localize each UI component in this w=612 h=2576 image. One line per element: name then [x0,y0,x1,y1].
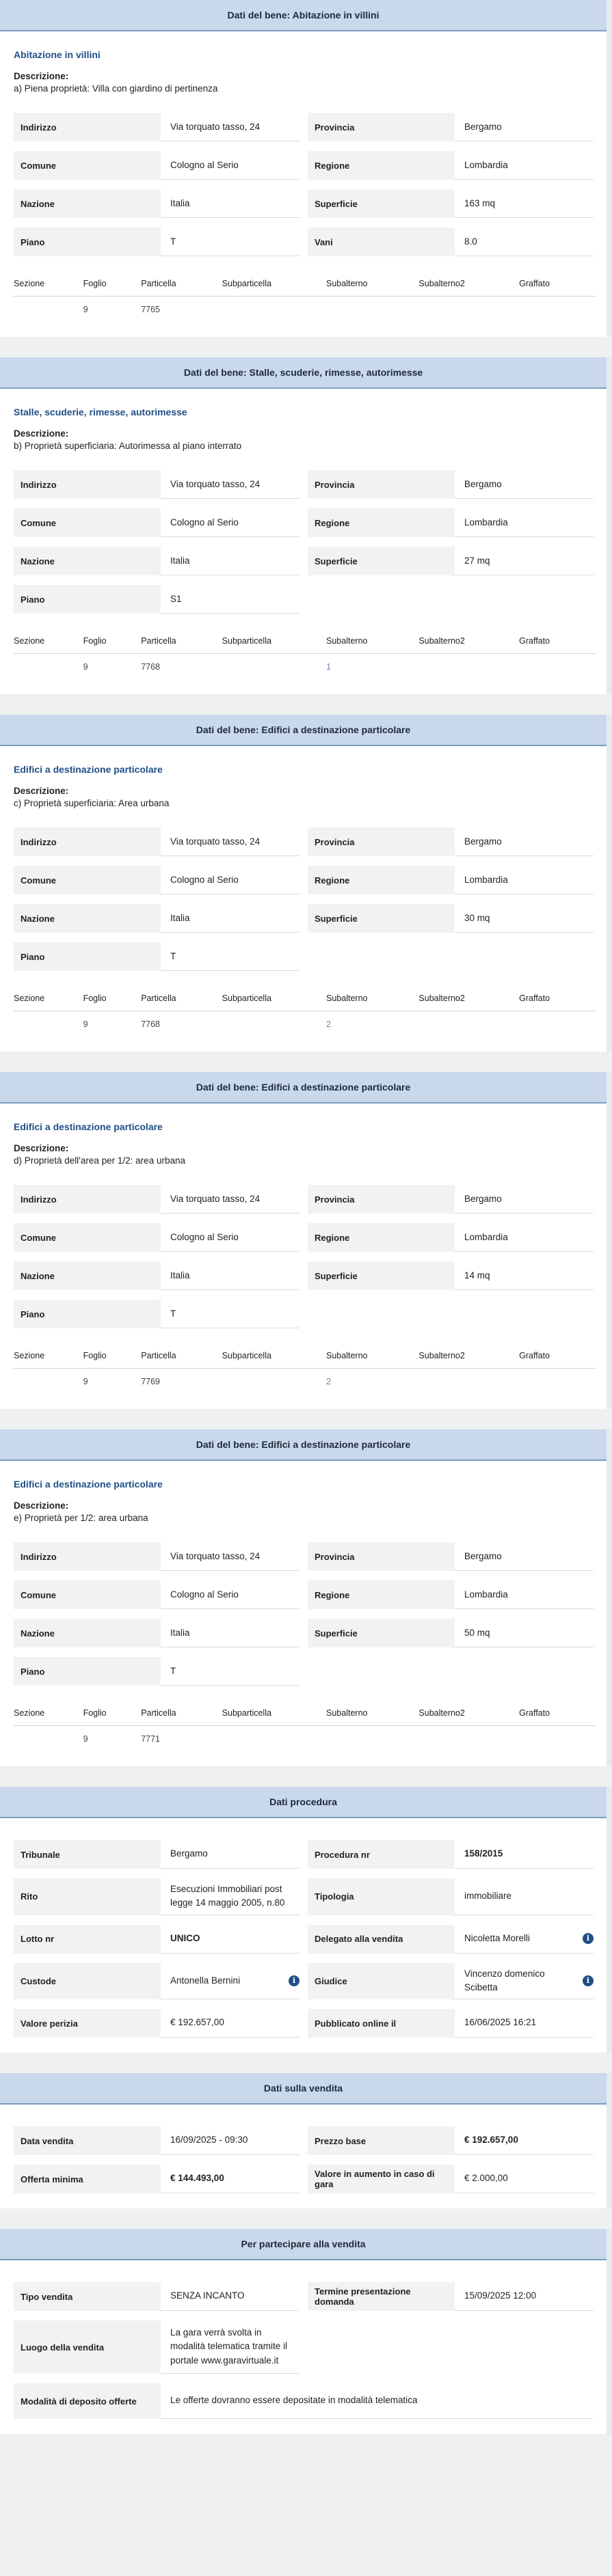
valore-value: € 192.657,00 [161,2009,300,2038]
column-header-foglio: Foglio [83,271,142,296]
custode-cell [161,1963,300,2000]
cell-subalterno: 1 [326,662,331,672]
luogo-label: Luogo della vendita [14,2320,161,2374]
column-header-graffato: Graffato [519,1343,596,1368]
bene-category-link[interactable]: Stalle, scuderie, rimesse, autorimesse [14,407,187,417]
column-header-graffato: Graffato [519,986,596,1011]
superficie-label: Superficie [308,547,455,575]
cell-subparticella [222,1368,326,1395]
cell-subparticella [222,1011,326,1038]
delegato-cell [455,1925,594,1954]
description-label: Descrizione: [14,428,69,439]
description-text: d) Proprietà dell'area per 1/2: area urbana [14,1155,185,1166]
vani-value: 8.0 [455,228,594,256]
aumento-label: Valore in aumento in caso di gara [308,2165,455,2193]
luogo-value: La gara verrà svolta in modalità telematica tramite il portale www.garavirtuale.it [161,2320,300,2374]
table-row [14,1368,596,1395]
vani-label: Vani [308,228,455,256]
valore-label: Valore perizia [14,2009,161,2038]
column-header-sezione: Sezione [14,1343,83,1368]
column-header-subparticella: Subparticella [222,1701,326,1725]
table-row [14,1011,596,1038]
nazione-label: Nazione [14,904,161,933]
data-vendita-value: 16/09/2025 - 09:30 [161,2126,300,2155]
piano-label: Piano [14,228,161,256]
section-header: Dati procedura [0,1787,607,1818]
cell-particella: 7768 [141,662,160,672]
cell-foglio: 9 [83,1377,88,1387]
bene-category-link[interactable]: Edifici a destinazione particolare [14,764,163,775]
cell-subalterno [326,296,418,323]
catasto-table [14,629,596,681]
cell-sezione [14,296,83,323]
column-header-sezione: Sezione [14,629,83,653]
description-label: Descrizione: [14,786,69,796]
column-header-subalterno2: Subalterno2 [418,629,519,653]
column-header-subparticella: Subparticella [222,629,326,653]
column-header-particella: Particella [141,1701,222,1725]
column-header-particella: Particella [141,1343,222,1368]
section-header: Per partecipare alla vendita [0,2229,607,2260]
comune-value: Cologno al Serio [161,508,300,537]
column-header-sezione: Sezione [14,986,83,1011]
section-header: Dati del bene: Edifici a destinazione particolare [0,1429,607,1461]
bene-section [0,715,612,1052]
column-header-sezione: Sezione [14,271,83,296]
indirizzo-value: Via torquato tasso, 24 [161,1542,300,1571]
info-icon[interactable]: i [289,1975,300,1986]
modalita-value: Le offerte dovranno essere depositate in modalità telematica [161,2383,594,2419]
section-gap [0,2434,612,2454]
cell-graffato [519,296,596,323]
superficie-label: Superficie [308,189,455,218]
cell-subalterno2 [418,1725,519,1753]
column-header-foglio: Foglio [83,1343,142,1368]
procedura-label: Procedura nr [308,1840,455,1869]
nazione-label: Nazione [14,1619,161,1647]
table-row [14,1725,596,1753]
column-header-graffato: Graffato [519,629,596,653]
regione-value: Lombardia [455,1580,594,1609]
delegato-label: Delegato alla vendita [308,1925,455,1954]
tipologia-label: Tipologia [308,1878,455,1915]
provincia-value: Bergamo [455,113,594,141]
column-header-subalterno: Subalterno [326,1701,418,1725]
cell-subalterno2 [418,653,519,681]
tribunale-label: Tribunale [14,1840,161,1869]
cell-subparticella [222,296,326,323]
column-header-graffato: Graffato [519,1701,596,1725]
indirizzo-value: Via torquato tasso, 24 [161,470,300,499]
column-header-subalterno2: Subalterno2 [418,1701,519,1725]
cell-foglio: 9 [83,305,88,315]
nazione-value: Italia [161,904,300,933]
description-text: e) Proprietà per 1/2: area urbana [14,1513,148,1523]
provincia-value: Bergamo [455,1185,594,1214]
column-header-subparticella: Subparticella [222,271,326,296]
section-header: Dati del bene: Edifici a destinazione particolare [0,1072,607,1104]
superficie-value: 163 mq [455,189,594,218]
regione-value: Lombardia [455,1223,594,1252]
comune-label: Comune [14,151,161,180]
comune-value: Cologno al Serio [161,151,300,180]
nazione-value: Italia [161,189,300,218]
piano-value: T [161,1300,300,1328]
regione-label: Regione [308,866,455,894]
provincia-label: Provincia [308,1185,455,1214]
bene-category-link[interactable]: Abitazione in villini [14,49,101,60]
lotto-label: Lotto nr [14,1925,161,1954]
comune-label: Comune [14,1580,161,1609]
provincia-label: Provincia [308,1542,455,1571]
section-header: Dati del bene: Edifici a destinazione particolare [0,715,607,746]
piano-value: T [161,1657,300,1686]
regione-label: Regione [308,508,455,537]
column-header-particella: Particella [141,271,222,296]
description-label: Descrizione: [14,1143,69,1153]
column-header-sezione: Sezione [14,1701,83,1725]
column-header-subalterno: Subalterno [326,986,418,1011]
cell-particella: 7771 [141,1734,160,1744]
aumento-value: € 2.000,00 [455,2165,594,2193]
cell-sezione [14,1011,83,1038]
indirizzo-value: Via torquato tasso, 24 [161,1185,300,1214]
bene-category-link[interactable]: Edifici a destinazione particolare [14,1121,163,1132]
column-header-subparticella: Subparticella [222,986,326,1011]
section-header: Dati sulla vendita [0,2073,607,2105]
pubblicato-value: 16/06/2025 16:21 [455,2009,594,2038]
cell-particella: 7769 [141,1377,160,1387]
section-gap [0,337,612,357]
indirizzo-label: Indirizzo [14,113,161,141]
indirizzo-label: Indirizzo [14,470,161,499]
indirizzo-label: Indirizzo [14,1542,161,1571]
description-label: Descrizione: [14,1501,69,1511]
termine-label: Termine presentazione domanda [308,2282,455,2311]
cell-foglio: 9 [83,1019,88,1030]
regione-value: Lombardia [455,866,594,894]
catasto-table [14,271,596,323]
piano-label: Piano [14,1657,161,1686]
custode-label: Custode [14,1963,161,2000]
indirizzo-value: Via torquato tasso, 24 [161,827,300,856]
bene-section [0,357,612,694]
cell-particella: 7765 [141,305,160,315]
giudice-label: Giudice [308,1963,455,2000]
bene-section [0,1429,612,1766]
piano-label: Piano [14,1300,161,1328]
cell-sezione [14,1368,83,1395]
column-header-subalterno: Subalterno [326,271,418,296]
description-text: b) Proprietà superficiaria: Autorimessa al piano interrato [14,441,242,451]
column-header-subalterno2: Subalterno2 [418,1343,519,1368]
provincia-value: Bergamo [455,1542,594,1571]
cell-graffato [519,1368,596,1395]
indirizzo-label: Indirizzo [14,827,161,856]
offerta-minima-value: € 144.493,00 [161,2165,300,2193]
column-header-subalterno: Subalterno [326,1343,418,1368]
pubblicato-label: Pubblicato online il [308,2009,455,2038]
bene-category-link[interactable]: Edifici a destinazione particolare [14,1479,163,1490]
prezzo-base-label: Prezzo base [308,2126,455,2155]
nazione-value: Italia [161,547,300,575]
regione-value: Lombardia [455,508,594,537]
cell-subparticella [222,653,326,681]
info-icon[interactable]: i [583,1933,594,1944]
comune-label: Comune [14,508,161,537]
procedura-section [0,1787,612,2053]
cell-graffato [519,1011,596,1038]
partecipare-section [0,2229,612,2434]
provincia-label: Provincia [308,470,455,499]
giudice-value: Vincenzo domenico Scibetta [464,1968,545,1992]
custode-value: Antonella Bernini [170,1975,241,1986]
tipo-vendita-value: SENZA INCANTO [161,2282,300,2311]
catasto-table [14,1701,596,1753]
column-header-subalterno2: Subalterno2 [418,986,519,1011]
cell-foglio: 9 [83,662,88,672]
cell-sezione [14,1725,83,1753]
cell-subparticella [222,1725,326,1753]
section-gap [0,2053,612,2073]
tipologia-value: immobiliare [455,1878,594,1915]
delegato-value: Nicoletta Morelli [464,1932,531,1943]
column-header-foglio: Foglio [83,986,142,1011]
column-header-particella: Particella [141,986,222,1011]
column-header-subparticella: Subparticella [222,1343,326,1368]
bene-section [0,0,612,337]
section-gap [0,1766,612,1787]
cell-graffato [519,1725,596,1753]
regione-label: Regione [308,1223,455,1252]
description-label: Descrizione: [14,71,69,81]
rito-label: Rito [14,1878,161,1915]
piano-value: S1 [161,585,300,614]
rito-value: Esecuzioni Immobiliari post legge 14 maggio 2005, n.80 [161,1878,300,1915]
termine-value: 15/09/2025 12:00 [455,2282,594,2311]
info-icon[interactable]: i [583,1975,594,1986]
section-gap [0,1052,612,1072]
superficie-value: 50 mq [455,1619,594,1647]
tribunale-value: Bergamo [161,1840,300,1869]
piano-value: T [161,942,300,971]
column-header-subalterno: Subalterno [326,629,418,653]
section-header: Dati del bene: Abitazione in villini [0,0,607,31]
provincia-value: Bergamo [455,470,594,499]
catasto-table [14,1343,596,1395]
column-header-subalterno2: Subalterno2 [418,271,519,296]
indirizzo-label: Indirizzo [14,1185,161,1214]
comune-label: Comune [14,1223,161,1252]
comune-value: Cologno al Serio [161,1223,300,1252]
cell-sezione [14,653,83,681]
section-gap [0,2208,612,2229]
superficie-label: Superficie [308,1619,455,1647]
data-vendita-label: Data vendita [14,2126,161,2155]
provincia-value: Bergamo [455,827,594,856]
cell-subalterno [326,1725,418,1753]
bene-section [0,1072,612,1409]
comune-value: Cologno al Serio [161,866,300,894]
regione-label: Regione [308,151,455,180]
cell-foglio: 9 [83,1734,88,1744]
section-header: Dati del bene: Stalle, scuderie, rimesse, autorimesse [0,357,607,389]
superficie-label: Superficie [308,1261,455,1290]
regione-value: Lombardia [455,151,594,180]
cell-graffato [519,653,596,681]
table-row [14,653,596,681]
column-header-graffato: Graffato [519,271,596,296]
cell-subalterno2 [418,1011,519,1038]
superficie-value: 27 mq [455,547,594,575]
section-gap [0,1409,612,1429]
piano-label: Piano [14,585,161,614]
column-header-foglio: Foglio [83,1701,142,1725]
superficie-value: 30 mq [455,904,594,933]
piano-label: Piano [14,942,161,971]
provincia-label: Provincia [308,827,455,856]
column-header-foglio: Foglio [83,629,142,653]
section-gap [0,694,612,715]
table-row [14,296,596,323]
comune-value: Cologno al Serio [161,1580,300,1609]
cell-particella: 7768 [141,1019,160,1030]
offerta-minima-label: Offerta minima [14,2165,161,2193]
procedura-value: 158/2015 [455,1840,594,1869]
nazione-value: Italia [161,1261,300,1290]
nazione-value: Italia [161,1619,300,1647]
modalita-label: Modalità di deposito offerte [14,2383,161,2419]
comune-label: Comune [14,866,161,894]
description-text: c) Proprietà superficiaria: Area urbana [14,798,170,808]
giudice-cell [455,1963,594,2000]
cell-subalterno: 2 [326,1377,331,1387]
nazione-label: Nazione [14,547,161,575]
cell-subalterno2 [418,296,519,323]
description-text: a) Piena proprietà: Villa con giardino di pertinenza [14,83,218,94]
lotto-value: UNICO [161,1925,300,1954]
regione-label: Regione [308,1580,455,1609]
cell-subalterno: 2 [326,1019,331,1030]
column-header-particella: Particella [141,629,222,653]
provincia-label: Provincia [308,113,455,141]
superficie-value: 14 mq [455,1261,594,1290]
vendita-section [0,2073,612,2208]
prezzo-base-value: € 192.657,00 [455,2126,594,2155]
indirizzo-value: Via torquato tasso, 24 [161,113,300,141]
nazione-label: Nazione [14,189,161,218]
nazione-label: Nazione [14,1261,161,1290]
tipo-vendita-label: Tipo vendita [14,2282,161,2311]
piano-value: T [161,228,300,256]
catasto-table [14,986,596,1038]
superficie-label: Superficie [308,904,455,933]
cell-subalterno2 [418,1368,519,1395]
